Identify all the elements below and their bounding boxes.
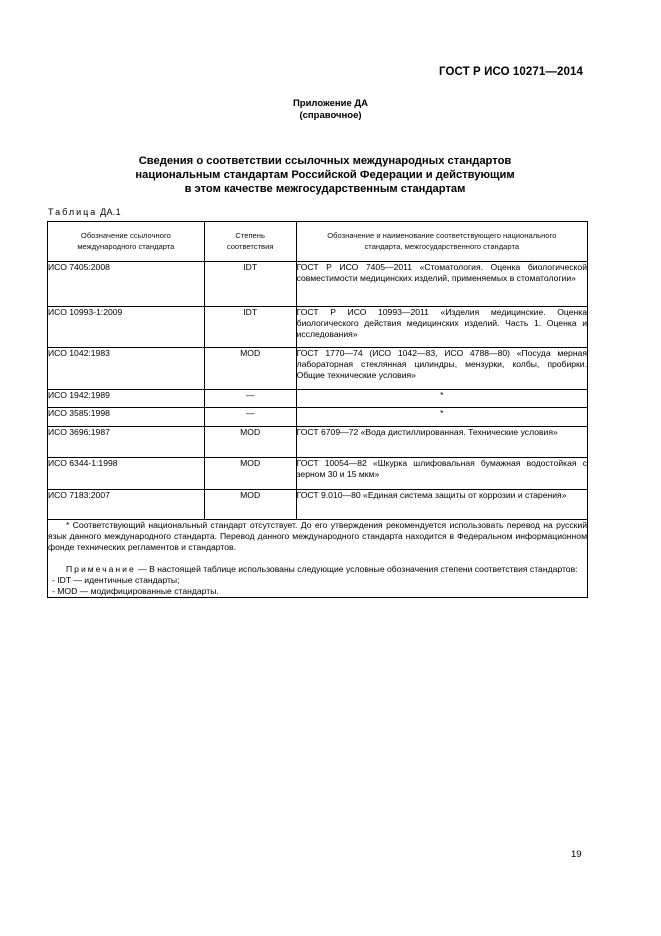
cell-intl: ИСО 10993-1:2009 (48, 307, 205, 348)
note-item-mod: - MOD — модифицированные стандарты. (52, 586, 219, 596)
cell-intl: ИСО 7405:2008 (48, 262, 205, 307)
cell-intl: ИСО 7183:2007 (48, 490, 205, 520)
table-notes (48, 520, 588, 598)
header-degree-line-1: Степень (235, 231, 265, 240)
cell-intl: ИСО 3696:1987 (48, 427, 205, 458)
cell-degree: MOD (204, 490, 296, 520)
page-number: 19 (571, 849, 582, 860)
table-caption-word: Таблица (48, 207, 98, 217)
header-national-standard (296, 222, 587, 262)
table-caption-number: ДА.1 (97, 207, 121, 217)
cell-intl: ИСО 1942:1989 (48, 390, 205, 408)
document-code: ГОСТ Р ИСО 10271—2014 (438, 66, 583, 78)
cell-degree: MOD (204, 348, 296, 390)
cell-national: * (296, 390, 587, 408)
header-national-line-1: Обозначение и наименование соответствующего национального (327, 231, 557, 240)
table-notes-row (48, 520, 588, 598)
cell-intl: ИСО 3585:1998 (48, 408, 205, 427)
cell-national: ГОСТ 9.010—80 «Единая система защиты от коррозии и старения» (296, 490, 587, 520)
note-text: — В настоящей таблице использованы следующие условные обозначения степени соответствия стандартов: (135, 564, 578, 574)
cell-national: * (296, 408, 587, 427)
header-intl-standard (48, 222, 205, 262)
table-row (48, 490, 588, 520)
note-item-idt: - IDT — идентичные стандарты; (52, 575, 180, 585)
table-row (48, 390, 588, 408)
cell-degree: MOD (204, 458, 296, 490)
title-line-2: национальным стандартам Российской Федерации и действующим (135, 169, 515, 181)
table-header-row (48, 222, 588, 262)
appendix-title: Приложение ДА (292, 98, 369, 109)
title-line-1: Сведения о соответствии ссылочных международных стандартов (138, 155, 512, 167)
table-caption (48, 207, 121, 217)
header-intl-line-1: Обозначение ссылочного (80, 231, 171, 240)
header-intl-line-2: международного стандарта (77, 241, 175, 251)
cell-national: ГОСТ 10054—82 «Шкурка шлифовальная бумажная водостойкая с зерном 30 и 15 мкм» (296, 458, 587, 490)
cell-degree: IDT (204, 307, 296, 348)
appendix-heading (0, 98, 661, 122)
appendix-subtitle: (справочное) (299, 110, 362, 121)
cell-degree: IDT (204, 262, 296, 307)
header-degree-line-2: соответствия (226, 241, 274, 251)
table-row (48, 307, 588, 348)
footnote: * Соответствующий национальный стандарт отсутствует. До его утверждения рекомендуется использовать перевод на русский язык данного международного стандарта. Перевод данного международного стандарта находится в Федеральном информационном фонде технических регламентов и стандартов. (48, 520, 587, 552)
cell-degree: MOD (204, 427, 296, 458)
cell-intl: ИСО 1042:1983 (48, 348, 205, 390)
cell-national: ГОСТ Р ИСО 10993—2011 «Изделия медицинские. Оценка биологического действия медицинских изделий. Часть 1. Оценка и исследования» (296, 307, 587, 348)
document-title (90, 154, 560, 196)
table-row (48, 408, 588, 427)
cell-intl: ИСО 6344-1:1998 (48, 458, 205, 490)
cell-national: ГОСТ Р ИСО 7405—2011 «Стоматология. Оценка биологической совместимости медицинских изделий, применяемых в стоматологии» (296, 262, 587, 307)
cell-degree: — (204, 408, 296, 427)
table-row (48, 348, 588, 390)
title-line-3: в этом качестве межгосударственным стандартам (184, 183, 466, 195)
cell-national: ГОСТ 6709—72 «Вода дистиллированная. Технические условия» (296, 427, 587, 458)
header-national-line-2: стандарта, межгосударственного стандарта (364, 241, 520, 251)
note-label: Примечание (66, 564, 136, 574)
table-row (48, 262, 588, 307)
cell-national: ГОСТ 1770—74 (ИСО 1042—83, ИСО 4788—80) «Посуда мерная лабораторная стеклянная цилиндры, мензурки, колбы, пробирки. Общие технические условия» (296, 348, 587, 390)
correspondence-table (47, 221, 588, 598)
header-degree (204, 222, 296, 262)
table-row (48, 427, 588, 458)
table-row (48, 458, 588, 490)
cell-degree: — (204, 390, 296, 408)
note (48, 564, 587, 575)
